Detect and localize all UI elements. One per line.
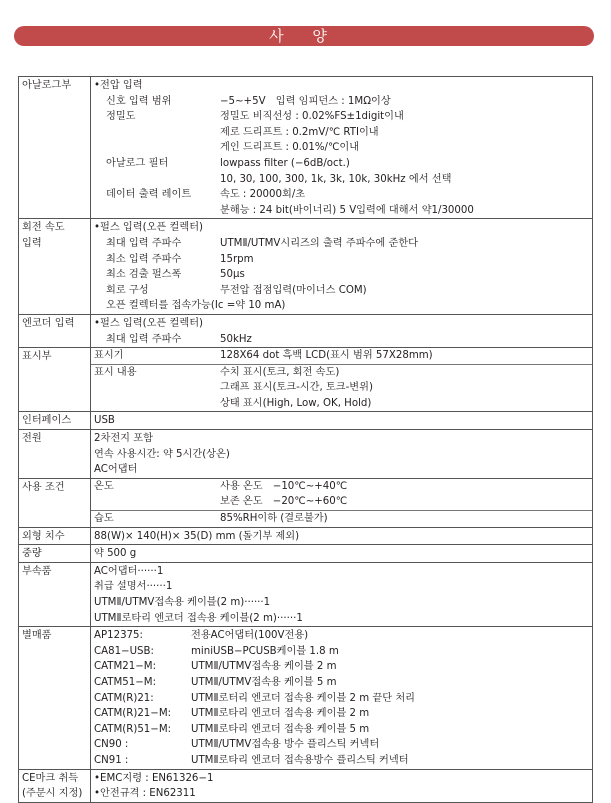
row-weight	[19, 545, 593, 563]
row-conditions	[19, 478, 593, 527]
analog-filter-label: 아날로그 필터	[106, 157, 169, 169]
rotation-value: 50μs	[220, 269, 245, 281]
display-value-line: 그래프 표시(토크-시간, 토크-변위)	[220, 382, 373, 394]
option-desc: UTMⅡ/UTMV접속용 방수 플리스틱 커넥터	[191, 739, 380, 751]
option-code: CATM51−M:	[94, 676, 157, 688]
content-accessories	[91, 562, 593, 626]
analog-accuracy-line: 제로 드리프트 : 0.2mV/℃ RTI이내	[220, 126, 379, 138]
row-dimensions	[19, 527, 593, 545]
label-ce-line2: (주문시 지정)	[22, 788, 83, 800]
analog-filter-line: 10, 30, 100, 300, 1k, 3k, 10k, 30kHz 에서 선택	[220, 173, 452, 185]
analog-rate-label: 데이터 출력 레이트	[106, 189, 192, 201]
analog-accuracy-line: 정밀도 비직선성 : 0.02%FS±1digit이내	[220, 111, 404, 123]
rotation-key: 회로 구성	[106, 284, 149, 296]
label-display: 표시부	[19, 348, 91, 412]
display-key: 표시기	[94, 350, 124, 362]
label-encoder: 엔코더 입력	[19, 314, 91, 347]
row-analog	[19, 77, 593, 219]
analog-accuracy-line: 게인 드리프트 : 0.01%/℃이내	[220, 142, 360, 154]
weight-value: 약 500 g	[91, 545, 593, 563]
accessory-item: AC어댑터‧‧‧‧‧‧1	[94, 565, 164, 577]
encoder-key: 최대 입력 주파수	[106, 333, 182, 345]
content-encoder	[91, 314, 593, 347]
label-weight: 중량	[19, 545, 91, 563]
display-value-line: 수치 표시(토크, 회전 속도)	[220, 366, 340, 378]
conditions-humidity: 85%RH이하 (결로불가)	[220, 513, 328, 525]
label-accessories: 부속품	[19, 562, 91, 626]
option-desc: 전용AC어댑터(100V전용)	[191, 630, 309, 642]
interface-value: USB	[91, 412, 593, 430]
row-rotation	[19, 219, 593, 315]
label-interface: 인터페이스	[19, 412, 91, 430]
content-options	[91, 627, 593, 769]
row-options	[19, 627, 593, 769]
rotation-value: 무전압 접점입력(마이너스 COM)	[220, 284, 367, 296]
rotation-key: 최소 입력 주파수	[106, 253, 182, 265]
row-accessories	[19, 562, 593, 626]
accessory-item: UTMⅡ/UTMV접속용 케이블(2 m)‧‧‧‧‧‧1	[94, 597, 271, 608]
content-rotation	[91, 219, 593, 315]
label-analog: 아날로그부	[19, 77, 91, 219]
option-desc: UTMⅡ로타리 엔코더 접속용방수 플리스틱 커넥터	[191, 754, 409, 766]
rotation-value: UTMⅡ/UTMV시리즈의 출력 주파수에 준한다	[220, 237, 419, 249]
option-desc: UTMⅡ로타리 엔코더 접속용 케이블 2 m	[191, 708, 370, 720]
dimensions-value: 88(W)× 140(H)× 35(D) mm (돌기부 제외)	[91, 527, 593, 545]
content-power	[91, 430, 593, 479]
option-code: CATM(R)21−M:	[94, 708, 172, 720]
label-options: 별매품	[19, 627, 91, 769]
rotation-key: 최소 검출 펄스폭	[106, 269, 182, 281]
option-code: CATM(R)21:	[94, 692, 154, 704]
label-conditions: 사용 조건	[19, 478, 91, 527]
label-ce	[19, 769, 91, 802]
display-value: 128X64 dot 흑백 LCD(표시 범위 57X28mm)	[220, 350, 433, 362]
power-line: 2차전지 포함	[94, 433, 153, 445]
option-code: CA81−USB:	[94, 645, 154, 657]
option-desc: UTMⅡ/UTMV접속용 케이블 5 m	[191, 676, 337, 688]
option-code: CATM(R)51−M:	[94, 723, 172, 735]
row-interface	[19, 412, 593, 430]
encoder-header: •펄스 입력(오픈 컬렉터)	[94, 317, 204, 329]
ce-line: •EMC지령 : EN61326−1	[94, 772, 214, 784]
analog-signal-label: 신호 입력 범위	[106, 95, 172, 107]
conditions-key: 온도	[94, 480, 114, 492]
row-power	[19, 430, 593, 479]
content-display	[91, 348, 593, 412]
rotation-header: •펄스 입력(오픈 컬렉터)	[94, 222, 204, 234]
analog-header: •전압 입력	[94, 80, 143, 91]
spec-title-banner	[14, 26, 594, 46]
spec-table	[18, 76, 593, 803]
option-desc: UTMⅡ/UTMV접속용 케이블 2 m	[191, 661, 337, 673]
label-dimensions: 외형 치수	[19, 527, 91, 545]
ce-line: •안전규격 : EN62311	[94, 788, 196, 800]
option-desc: UTMⅡ로터리 엔코더 접속용 케이블 2 m 끝단 처리	[191, 692, 416, 704]
option-desc: miniUSB−PCUSB케이블 1.8 m	[191, 645, 339, 657]
label-rotation	[19, 219, 91, 315]
accessory-item: 취급 설명서‧‧‧‧‧‧1	[94, 581, 173, 593]
label-power: 전원	[19, 430, 91, 479]
option-code: CATM21−M:	[94, 661, 157, 673]
analog-filter-line: lowpass filter (−6dB/oct.)	[220, 157, 350, 169]
option-desc: UTMⅡ로타리 엔코더 접속용 케이블 5 m	[191, 723, 370, 735]
encoder-value: 50kHz	[220, 333, 252, 345]
display-value-line: 상태 표시(High, Low, OK, Hold)	[220, 397, 372, 409]
analog-accuracy-label: 정밀도	[106, 111, 136, 123]
analog-rate-line: 속도 : 20000회/초	[220, 189, 306, 201]
power-line: 연속 사용시간: 약 5시간(상온)	[94, 448, 230, 460]
row-encoder	[19, 314, 593, 347]
rotation-key: 최대 입력 주파수	[106, 237, 182, 249]
content-analog	[91, 77, 593, 219]
rotation-value: 15rpm	[220, 253, 254, 265]
conditions-key: 습도	[94, 513, 114, 525]
spec-title: 사 양	[269, 27, 339, 45]
row-ce	[19, 769, 593, 802]
label-rotation-line2: 입력	[22, 237, 42, 249]
rotation-footer: 오픈 컬렉터를 접속가능(Ic =약 10 mA)	[106, 300, 286, 312]
conditions-temp: 사용 온도 −10℃∼+40℃	[220, 480, 348, 492]
content-conditions	[91, 478, 593, 527]
row-display	[19, 348, 593, 412]
content-ce	[91, 769, 593, 802]
analog-rate-line: 분해능 : 24 bit(바이너리) 5 V입력에 대해서 약1/30000	[220, 204, 474, 216]
option-code: CN91 :	[94, 754, 129, 766]
option-code: CN90 :	[94, 739, 129, 751]
conditions-temp: 보존 온도 −20℃∼+60℃	[220, 496, 348, 508]
label-rotation-line1: 회전 속도	[22, 222, 65, 234]
accessory-item: UTMⅡ로타리 엔코더 접속용 케이블(2 m)‧‧‧‧‧‧1	[94, 612, 303, 624]
option-code: AP12375:	[94, 630, 143, 642]
label-ce-line1: CE마크 취득	[22, 772, 79, 784]
analog-signal-value: −5∼+5V 입력 임피던스 : 1MΩ이상	[220, 95, 391, 107]
display-key: 표시 내용	[94, 366, 137, 378]
power-line: AC어댑터	[94, 464, 138, 476]
